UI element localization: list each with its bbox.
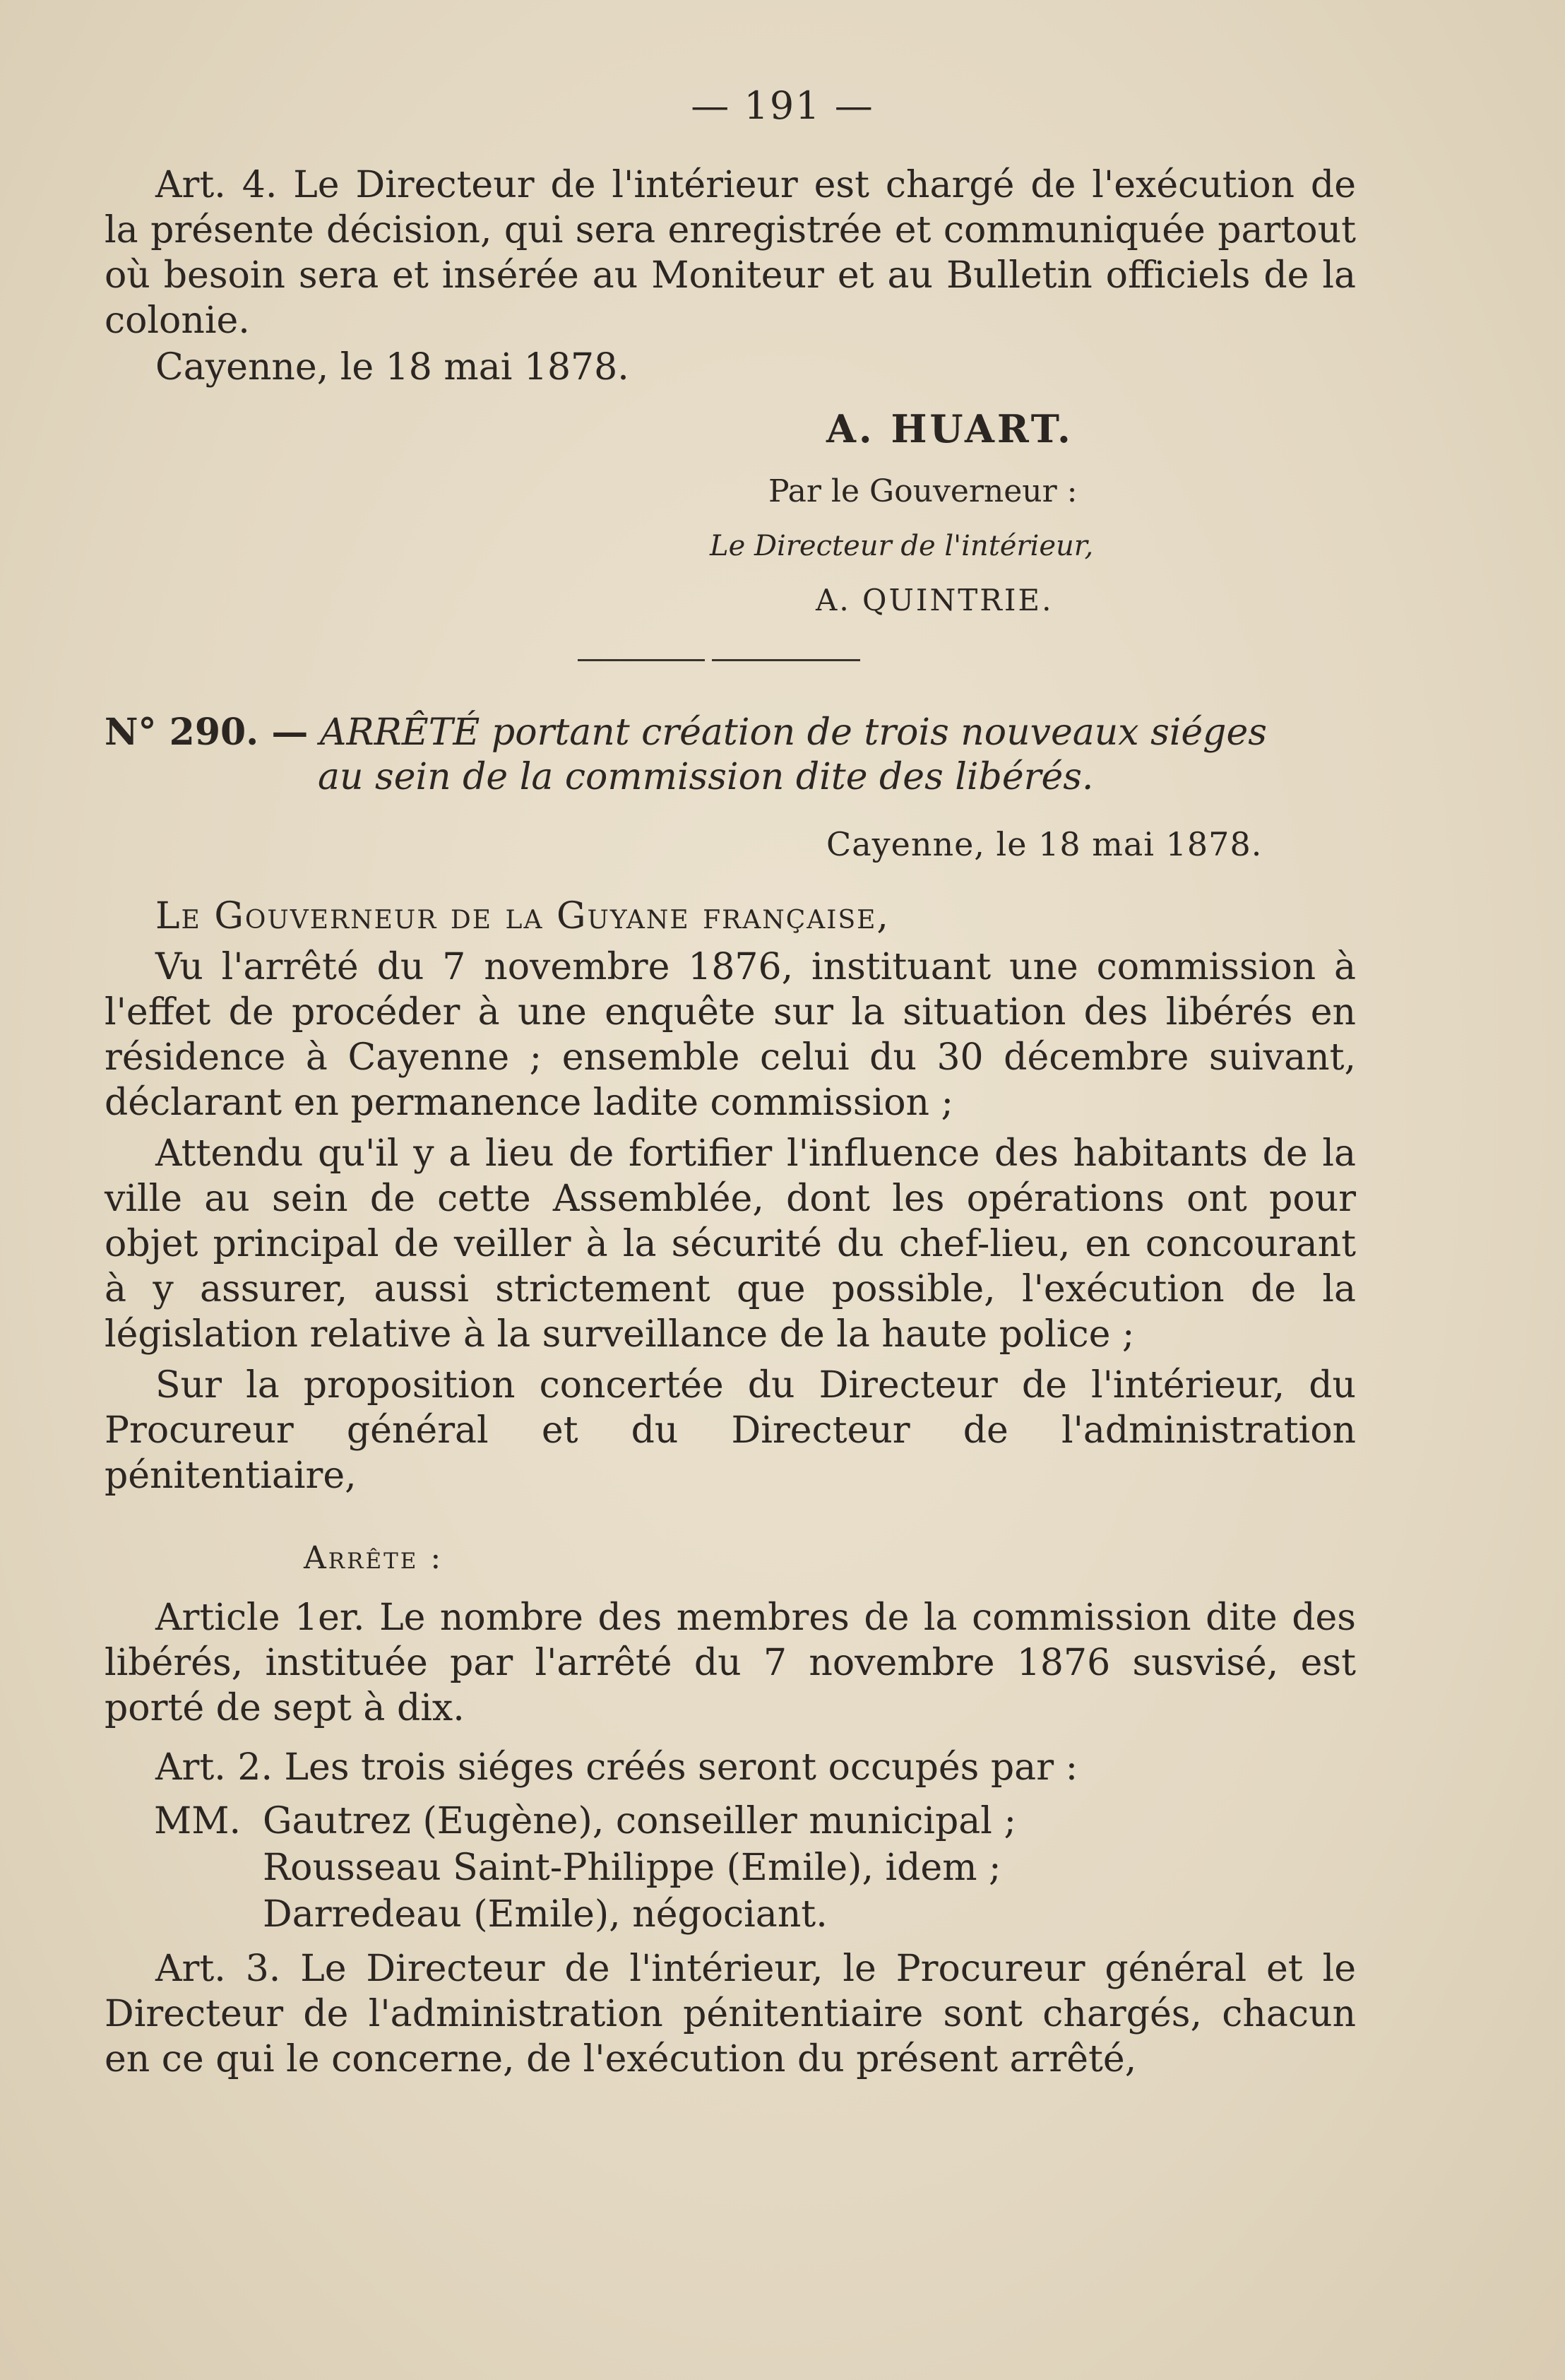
article1-paragraph: Article 1er. Le nombre des membres de la commission dite des libérés, instituée par l'arrêté du 7 novembre 1876 susvisé, est porté de sept à dix. xyxy=(105,1597,1356,1729)
decree-date: Cayenne, le 18 mai 1878. xyxy=(826,825,1263,863)
member-3: Darredeau (Emile), négociant. xyxy=(263,1893,828,1936)
page-number: — 191 — xyxy=(691,83,874,128)
signature-name2: A. QUINTRIE. xyxy=(816,583,1054,617)
art3-paragraph: Art. 3. Le Directeur de l'intérieur, le Procureur général et le Directeur de l'administration pénitentiaire sont chargés, chacun en ce qui le concerne, de l'exécution du présent arrêté, xyxy=(105,1948,1356,2080)
art2-section xyxy=(105,1745,1356,1790)
art4-paragraph: Art. 4. Le Directeur de l'intérieur est chargé de l'exécution de la présente décision, qui sera enregistrée et communiquée partout où besoin sera et insérée au Moniteur et au Bulletin officiels de la colonie. xyxy=(105,164,1356,342)
decree-title-line1: ARRÊTÉ portant création de trois nouveaux siéges xyxy=(319,711,1267,754)
member-2: Rousseau Saint-Philippe (Emile), idem ; xyxy=(263,1847,1001,1889)
art4-date: Cayenne, le 18 mai 1878. xyxy=(155,346,629,389)
art4-section xyxy=(105,162,1356,390)
proposition-paragraph: Sur la proposition concertée du Directeur de l'intérieur, du Procureur général et du Directeur de l'administration pénitentiaire, xyxy=(105,1364,1356,1497)
member-1: Gautrez (Eugène), conseiller municipal ; xyxy=(263,1800,1016,1842)
vu-paragraph: Vu l'arrêté du 7 novembre 1876, instituant une commission à l'effet de procéder à une enquête sur la situation des libérés en résidence à Cayenne ; ensemble celui du 30 décembre suivant, déclarant en permanence ladite commission ; xyxy=(105,946,1356,1124)
decree-number: N° 290. — xyxy=(105,711,309,754)
attendu-paragraph: Attendu qu'il y a lieu de fortifier l'influence des habitants de la ville au sein de cette Assemblée, dont les opérations ont pour objet principal de veiller à la sécurité du chef-lieu, en concourant à y assurer, aussi strictement que possible, l'exécution de la législation relative à la surveillance de la haute police ; xyxy=(105,1132,1356,1356)
signature-title: Le Directeur de l'intérieur, xyxy=(710,530,1094,562)
signature-par: Par le Gouverneur : xyxy=(768,473,1078,509)
separator-rule-left xyxy=(578,659,705,661)
signature-name: A. HUART. xyxy=(826,406,1073,451)
mm-label: MM. xyxy=(154,1800,242,1842)
arrete-label: Arrête : xyxy=(304,1540,444,1576)
gouverneur-line: Le Gouverneur de la Guyane française, xyxy=(155,895,890,937)
decree-preamble xyxy=(105,894,1356,1498)
art3-section xyxy=(105,1946,1356,2082)
decree-title-line2: au sein de la commission dite des libérés. xyxy=(318,756,1094,798)
decree-title xyxy=(105,710,1356,755)
article1-section xyxy=(105,1595,1356,1731)
art2-paragraph: Art. 2. Les trois siéges créés seront occupés par : xyxy=(155,1746,1078,1789)
separator-rule-right xyxy=(712,659,860,661)
